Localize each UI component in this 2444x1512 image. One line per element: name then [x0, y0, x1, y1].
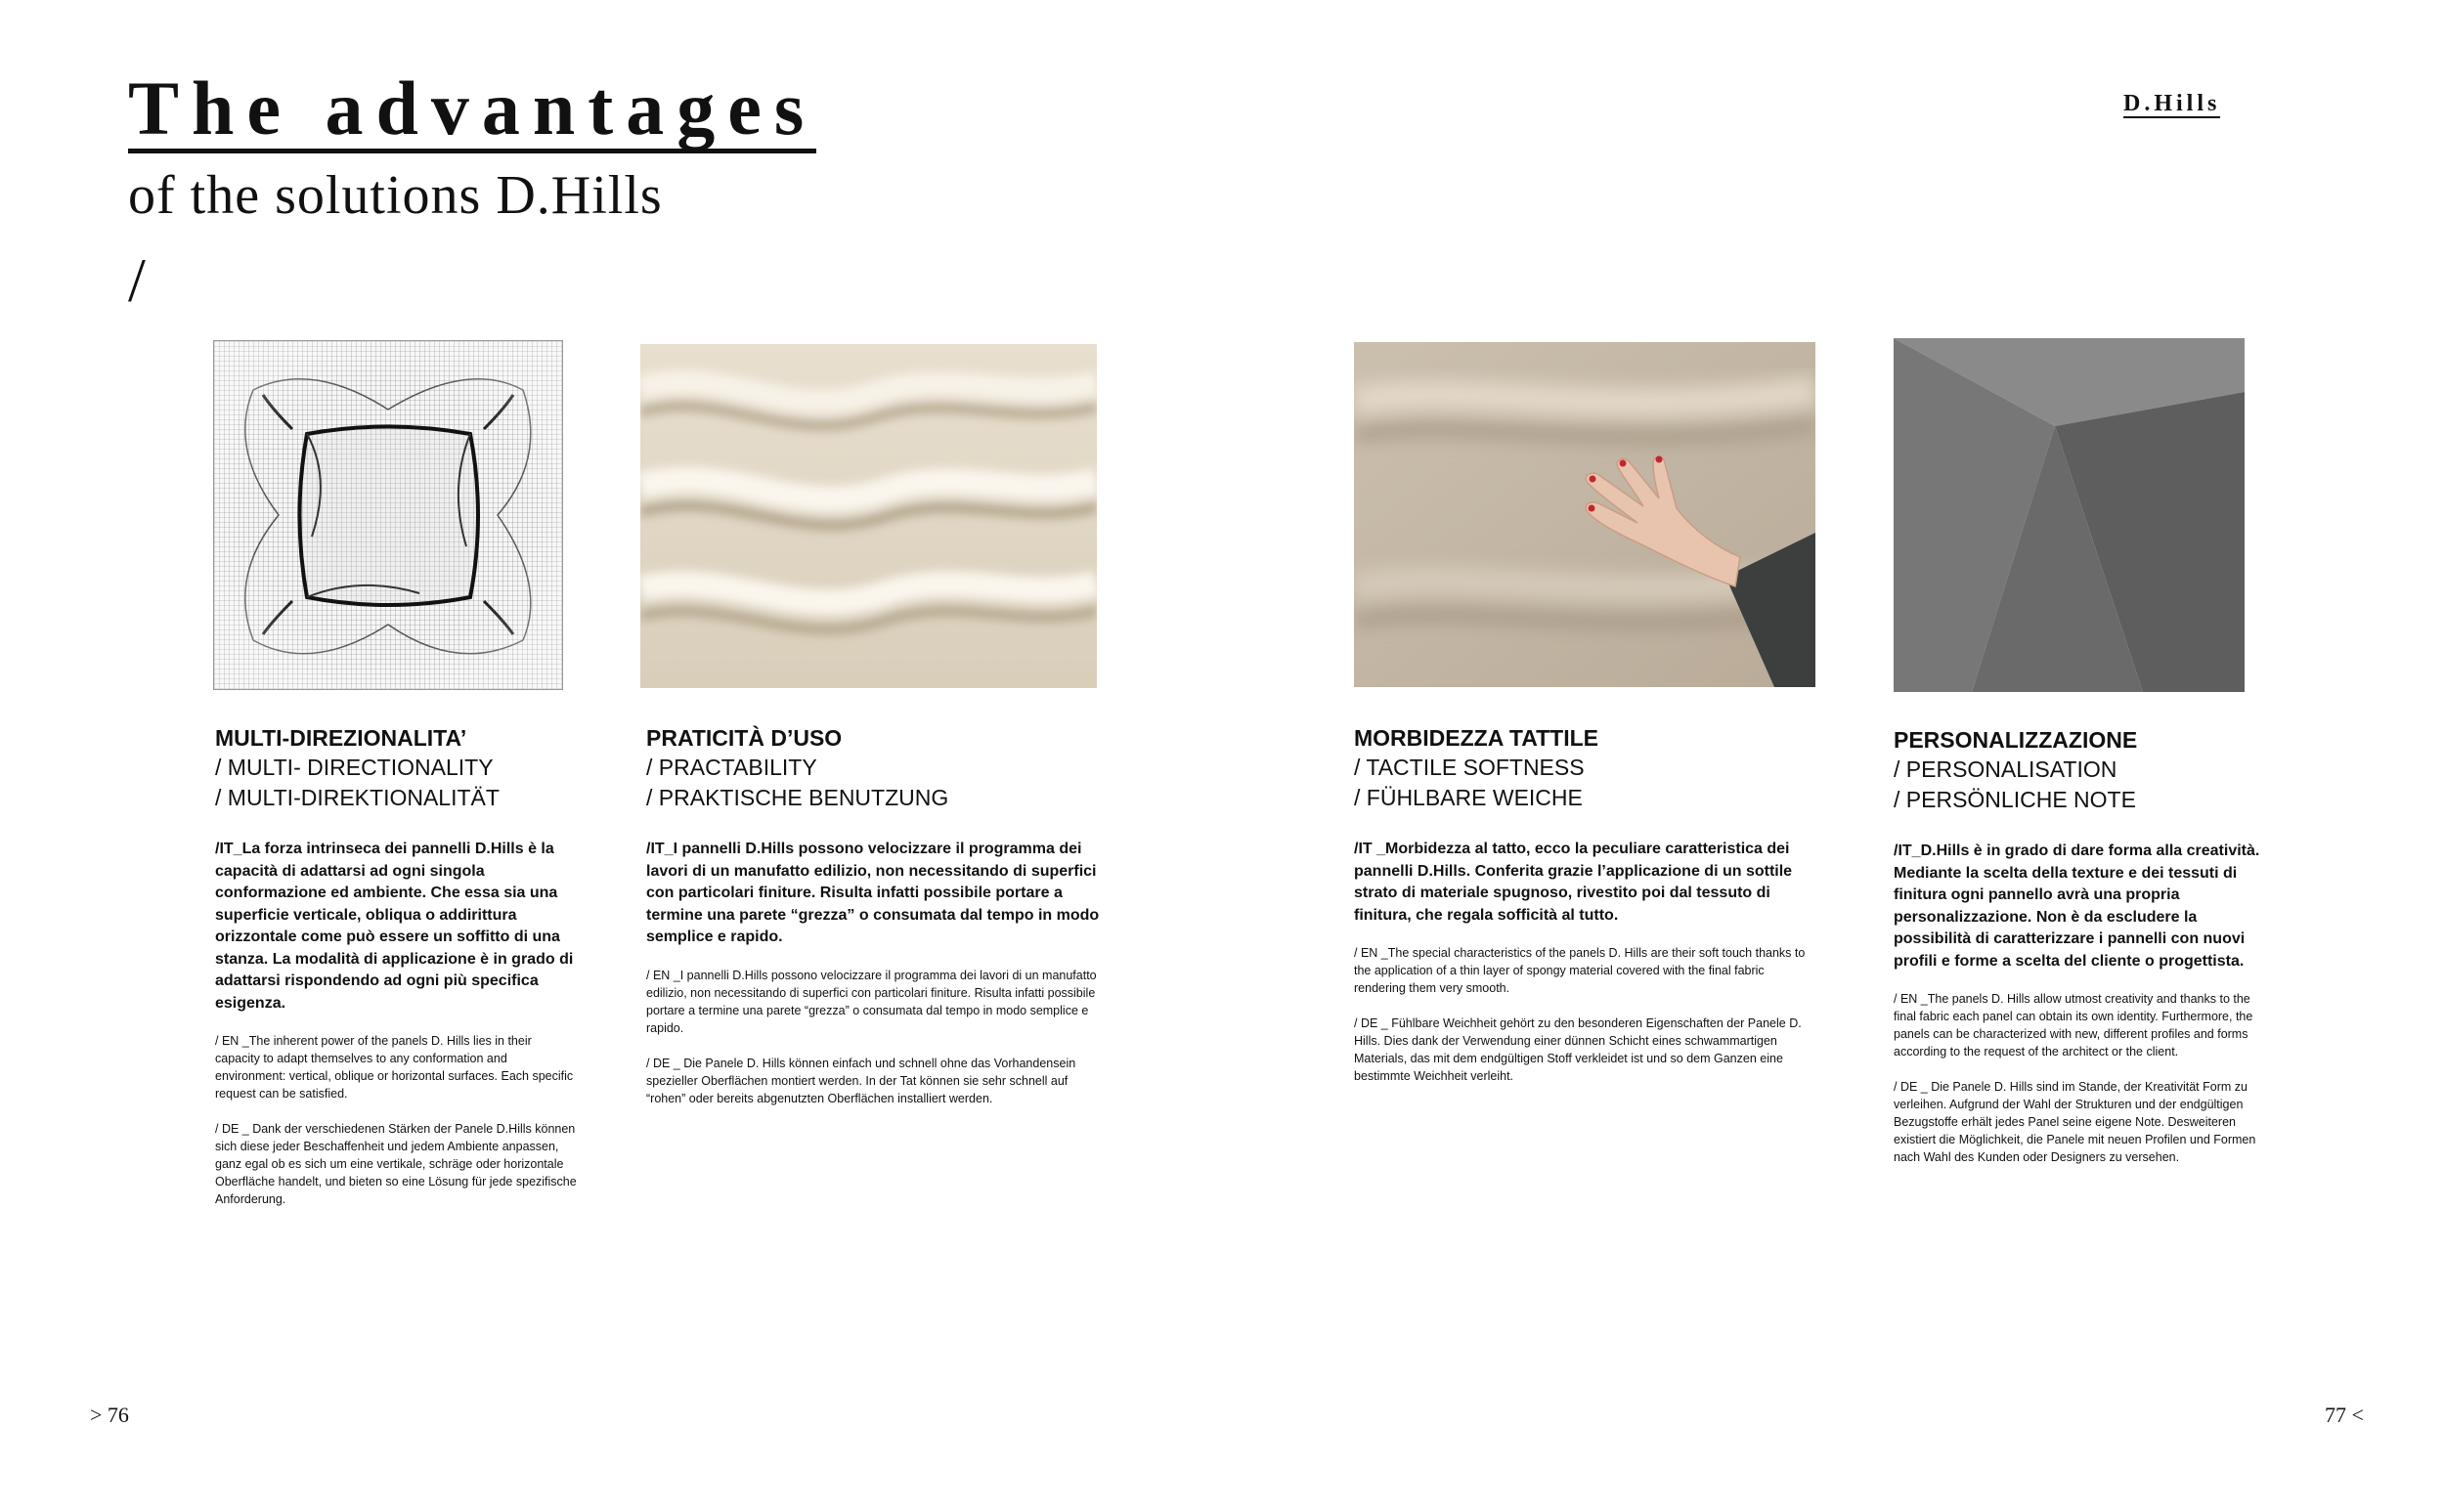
column-heading: PERSONALIZZAZIONE — [1894, 727, 2138, 753]
column-subheading-en: / PERSONALISATION — [1894, 756, 2117, 782]
page-number-right: 77 < — [2325, 1403, 2364, 1427]
column-practability — [646, 723, 1101, 1107]
column-multi-directionality — [215, 723, 577, 1208]
column-subheading-en: / PRACTABILITY — [646, 755, 817, 780]
image-grey-faceted-panel — [1894, 338, 2245, 692]
column-text-de: / DE _ Die Panele D. Hills sind im Stande, der Kreativität Form zu verleihen. Aufgrund der Wahl der Strukturen und der endgültigen Bezugstoffe erhält jedes Panel seine eigene Note. Desweiteren existiert die Möglichkeit, die Panele mit neuen Profilen und Formen nach Wahl des Kunden oder Designers zu versehen. — [1894, 1080, 2256, 1164]
column-heading: MORBIDEZZA TATTILE — [1354, 725, 1598, 751]
page-subtitle: of the solutions D.Hills — [128, 165, 663, 226]
column-text-en: / EN _The panels D. Hills allow utmost creativity and thanks to the final fabric each panel can obtain its own identity. Furthermore, the panels can be characterized with new, different profiles and forms according to the request of the architect or the client. — [1894, 992, 2253, 1058]
column-text-en: / EN _The special characteristics of the panels D. Hills are their soft touch thanks to the application of a thin layer of spongy material covered with the final fabric rendering them very smooth. — [1354, 946, 1806, 995]
column-subheading-en: / MULTI- DIRECTIONALITY — [215, 755, 494, 780]
brand-logo: D.Hills — [2123, 91, 2220, 118]
page-number-left: > 76 — [90, 1403, 129, 1427]
hand-panel-graphic — [1354, 342, 1815, 687]
mesh-panel-graphic — [214, 341, 562, 689]
column-subheading-de: / MULTI-DIREKTIONALITÄT — [215, 785, 500, 810]
column-text-it: /IT_D.Hills è in grado di dare forma alla creatività. Mediante la scelta della texture e dei tessuti di finitura ogni pannello avrà una propria personalizzazione. Non è da escludere la possibilità di caratterizzare i pannelli con nuovi profili e forme a scelta del cliente o progettista. — [1894, 842, 2260, 970]
image-wireframe-mesh — [213, 340, 563, 690]
wavy-panel-graphic — [640, 344, 1097, 688]
title-slash: / — [128, 245, 146, 315]
column-tactile-softness — [1354, 723, 1813, 1085]
column-text-it: /IT_La forza intrinseca dei pannelli D.Hills è la capacità di adattarsi ad ogni singola conformazione ed ambiente. Che essa sia una superficie verticale, obliqua o addirittura orizzontale come può essere un soffitto di una stanza. La modalità di applicazione è in grado di adattarsi rispondendo ad ogni più specifica esigenza. — [215, 841, 574, 1012]
image-wavy-panel — [640, 344, 1097, 688]
column-personalisation — [1894, 725, 2275, 1166]
column-text-en: / EN _I pannelli D.Hills possono velocizzare il programma dei lavori di un manufatto edilizio, non necessitando di superfici con particolari finiture. Risulta infatti possibile portare a termine una parete “grezza” o consumata dal tempo in modo semplice e rapido. — [646, 968, 1097, 1035]
column-subheading-en: / TACTILE SOFTNESS — [1354, 755, 1585, 780]
column-text-it: /IT_I pannelli D.Hills possono velocizzare il programma dei lavori di un manufatto edilizio, non necessitando di superfici con particolari finiture. Risulta infatti possibile portare a termine una parete “grezza” o consumata dal tempo in modo semplice e rapido. — [646, 841, 1100, 945]
column-text-de: / DE _ Die Panele D. Hills können einfach und schnell ohne das Vorhandensein spezieller Oberflächen montiert werden. In der Tat können sie sehr schnell auf “rohen” oder bereits abgenutzten Oberflächen installiert werden. — [646, 1056, 1076, 1105]
column-text-de: / DE _ Dank der verschiedenen Stärken der Panele D.Hills können sich diese jeder Beschaffenheit und jedem Ambiente anpassen, ganz egal ob es sich um eine vertikale, schräge oder horizontale Oberfläche handelt, und bieten so eine Lösung für jede spezifische Anforderung. — [215, 1122, 577, 1206]
image-hand-touching-panel — [1354, 342, 1815, 687]
column-subheading-de: / PRAKTISCHE BENUTZUNG — [646, 785, 949, 810]
column-heading: MULTI-DIREZIONALITA’ — [215, 725, 467, 751]
column-text-de: / DE _ Fühlbare Weichheit gehört zu den besonderen Eigenschaften der Panele D. Hills. Dies dank der Verwendung einer dünnen Schicht eines schwammartigen Materials, das mit dem endgültigen Stoff verkleidet ist und so dem Ganzen eine bestimmte Weichheit verleiht. — [1354, 1016, 1802, 1083]
page-title: The advantages — [128, 70, 816, 153]
column-text-it: /IT _Morbidezza al tatto, ecco la peculiare caratteristica dei pannelli D.Hills. Conferita grazie l’applicazione di un sottile strato di materiale spugnoso, rivestito poi dal tessuto di finitura, che regala sofficità al tutto. — [1354, 841, 1793, 924]
column-subheading-de: / FÜHLBARE WEICHE — [1354, 785, 1583, 810]
column-text-en: / EN _The inherent power of the panels D. Hills lies in their capacity to adapt themselves to any conformation and environment: vertical, oblique or horizontal surfaces. Each specific request can be satisfied. — [215, 1034, 574, 1101]
faceted-panel-graphic — [1894, 338, 2245, 692]
column-heading: PRATICITÀ D’USO — [646, 725, 843, 751]
column-subheading-de: / PERSÖNLICHE NOTE — [1894, 787, 2136, 812]
